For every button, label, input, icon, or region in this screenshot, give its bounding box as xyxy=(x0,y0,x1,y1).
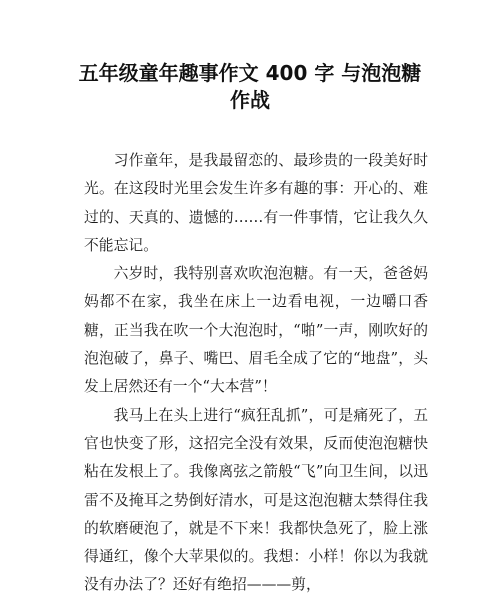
paragraph-1: 习作童年，是我最留恋的、最珍贵的一段美好时光。在这段时光里会发生许多有趣的事：开心的、难过的、天真的、遗憾的……有一件事情，它让我久久不能忘记。 xyxy=(84,152,428,254)
essay-body xyxy=(84,147,428,600)
document-title xyxy=(60,60,440,114)
title-line-1: 五年级童年趣事作文 400 字 与泡泡糖 xyxy=(78,61,422,85)
paragraph-2: 六岁时，我特别喜欢吹泡泡糖。有一天，爸爸妈妈都不在家，我坐在床上一边看电视，一边嚼口香糖，正当我在吹一个大泡泡时，“啪”一声，刚吹好的泡泡破了，鼻子、嘴巴、眉毛全成了它的“地盘”，头发上居然还有一个“大本营”！ xyxy=(84,265,428,396)
paragraph-3: 我马上在头上进行“疯狂乱抓”，可是痛死了，五官也快变了形，这招完全没有效果，反而使泡泡糖快粘在发根上了。我像离弦之箭般“飞”向卫生间，以迅雷不及掩耳之势倒好清水，可是这泡泡糖太禁得住我的软磨硬泡了，就是不下来！我都快急死了，脸上涨得通红，像个大苹果似的。我想：小样！你以为我就没有办法了？还好有绝招———剪， xyxy=(84,406,428,594)
title-line-2: 作战 xyxy=(230,88,270,112)
